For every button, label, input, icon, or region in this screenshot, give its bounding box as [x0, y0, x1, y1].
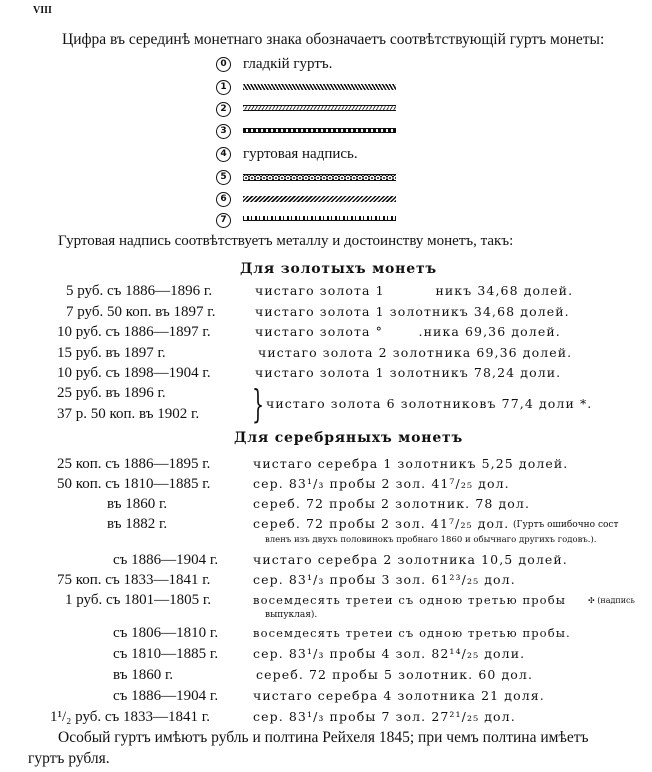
silver-desc: чистаго серебра 1 золотникъ 5,25 долей. — [253, 456, 569, 471]
silver-coin: съ 1886—1904 г. — [113, 552, 219, 568]
edge-pattern-2 — [243, 105, 396, 111]
legend-number-4: 4 — [216, 147, 231, 162]
legend-label-4: гуртовая надпись. — [243, 146, 358, 162]
gold-heading: Для золотыхъ монетъ — [240, 261, 437, 277]
gold-coin: 15 руб. въ 1897 г. — [57, 345, 166, 361]
silver-coin: 1 руб. съ 1801—1805 г. — [65, 592, 212, 608]
silver-coin: 25 коп. съ 1886—1895 г. — [57, 456, 211, 472]
silver-coin: съ 1886—1904 г. — [113, 688, 219, 704]
gold-desc: чистаго золота 2 золотника 69,36 долей. — [258, 345, 573, 360]
gold-coin: 10 руб. съ 1886—1897 г. — [57, 324, 211, 340]
legend-number-3: 3 — [216, 124, 231, 139]
gold-coin: 25 руб. въ 1896 г. — [57, 385, 166, 401]
silver-desc: чистаго серебра 2 золотника 10,5 долей. — [253, 552, 568, 567]
silver-coin: въ 1860 г. — [113, 667, 174, 683]
silver-coin: 1¹/₂ руб. съ 1833—1841 г. — [50, 709, 211, 725]
silver-desc: сереб. 72 пробы 2 зол. 41⁷/₂₅ дол. — [253, 516, 510, 531]
page-number: VIII — [33, 5, 52, 16]
silver-coin: въ 1860 г. — [107, 496, 168, 512]
footnote-1801: ✣ (надпись — [588, 596, 635, 605]
silver-desc: сер. 83¹/₃ пробы 2 зол. 41⁷/₂₅ дол. — [253, 476, 510, 491]
silver-heading: Для серебряныхъ монетъ — [234, 430, 464, 446]
gold-desc: чистаго золота ° .ника 69,36 долей. — [255, 324, 561, 339]
legend-number-0: 0 — [216, 57, 231, 72]
inscription-intro: Гуртовая надпись соотвѣтствуетъ металлу и достоинству монетъ, такъ: — [58, 233, 514, 249]
silver-coin: съ 1806—1810 г. — [113, 625, 219, 641]
intro-text: Цифра въ серединѣ монетнаго знака обозначаетъ соотвѣтствующій гуртъ монеты: — [62, 31, 605, 48]
gold-coin: 7 руб. 50 коп. въ 1897 г. — [66, 304, 216, 320]
silver-desc: сер. 83¹/₃ пробы 4 зол. 82¹⁴/₂₅ доли. — [253, 646, 526, 661]
footnote-1801-cont: выпуклая). — [265, 610, 318, 620]
legend-number-7: 7 — [216, 213, 231, 228]
edge-pattern-1 — [243, 84, 396, 90]
gold-desc: чистаго золота 1 золотникъ 34,68 долей. — [255, 304, 570, 319]
gold-desc: чистаго золота 1 золотникъ 78,24 доли. — [255, 365, 562, 380]
legend-number-5: 5 — [216, 170, 231, 185]
legend-label-0: гладкій гуртъ. — [243, 56, 333, 72]
legend-number-1: 1 — [216, 80, 231, 95]
closing-text: Особый гуртъ имѣютъ рубль и полтина Рейхеля 1845; при чемъ полтина имѣетъ — [58, 729, 589, 746]
silver-desc: сер. 83¹/₃ пробы 7 зол. 27²¹/₂₅ дол. — [253, 709, 516, 724]
legend-number-6: 6 — [216, 192, 231, 207]
brace: } — [252, 382, 265, 426]
silver-desc: чистаго серебра 4 золотника 21 доля. — [253, 688, 545, 703]
legend-number-2: 2 — [216, 102, 231, 117]
silver-coin: 50 коп. съ 1810—1885 г. — [57, 476, 211, 492]
closing-text-cont: гуртъ рубля. — [28, 750, 110, 767]
edge-pattern-6 — [243, 196, 396, 202]
silver-desc: восемдесять третеи съ одною третью пробы. — [253, 626, 571, 640]
silver-coin: 75 коп. съ 1833—1841 г. — [57, 572, 211, 588]
footnote-1882: (Гуртъ ошибочно сост — [513, 520, 619, 530]
silver-coin: съ 1810—1885 г. — [113, 646, 219, 662]
silver-desc: сер. 83¹/₃ пробы 3 зол. 61²³/₂₅ дол. — [253, 572, 516, 587]
footnote-1882-cont: вленъ изъ двухъ половинокъ пробнаго 1860 и обычнаго другихъ годовъ.). — [265, 535, 597, 545]
gold-coin: 10 руб. съ 1898—1904 г. — [57, 365, 211, 381]
gold-coin: 5 руб. съ 1886—1896 г. — [66, 283, 213, 299]
silver-desc: сереб. 72 пробы 5 золотник. 60 дол. — [256, 667, 534, 682]
edge-pattern-3 — [243, 128, 396, 133]
edge-pattern-7 — [243, 216, 396, 221]
gold-coin: 37 р. 50 коп. въ 1902 г. — [57, 406, 200, 422]
silver-coin: въ 1882 г. — [107, 516, 168, 532]
gold-desc: чистаго золота 1 никъ 34,68 долей. — [255, 283, 574, 298]
silver-desc: восемдесять третеи съ одною третью пробы — [253, 593, 566, 607]
silver-desc: сереб. 72 пробы 2 золотник. 78 дол. — [253, 496, 531, 511]
edge-pattern-5 — [243, 174, 396, 181]
gold-group-desc: чистаго золота 6 золотниковъ 77,4 доли *. — [266, 396, 593, 411]
